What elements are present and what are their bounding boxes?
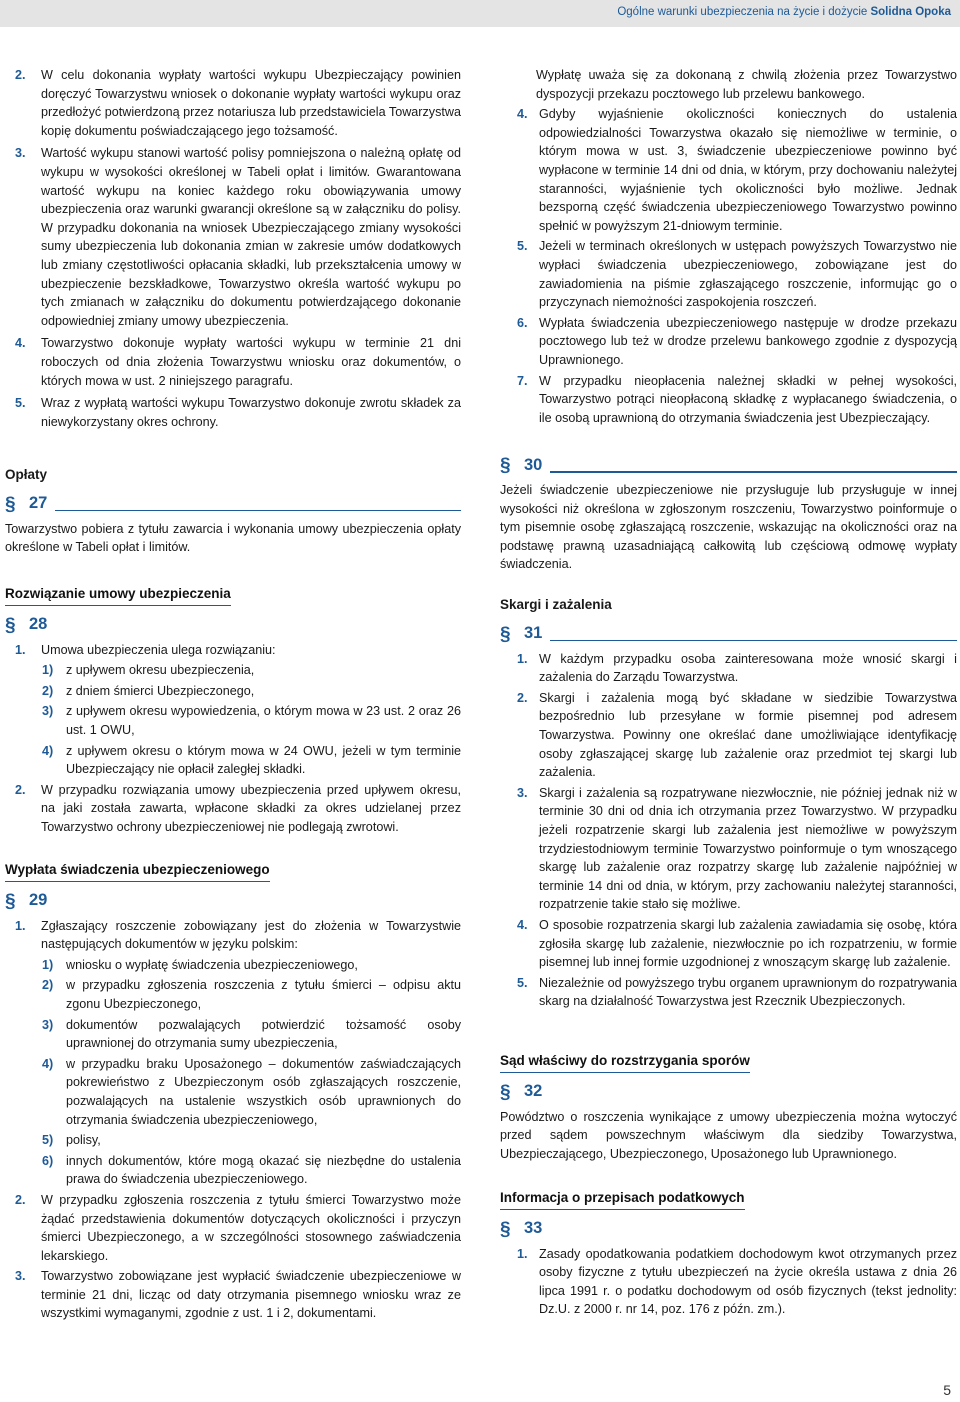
paragraph-heading (500, 621, 957, 647)
list-item (500, 105, 957, 235)
item-text: W przypadku rozwiązania umowy ubezpieczenia przed upływem okresu, na jaki została zawarta, wpłacone składki za okres udzielanej przez Towarzystwo ochrony ubezpieczeniowej nie podlegają zwrotowi. (41, 782, 461, 834)
item-number: 6. (517, 315, 528, 330)
sub-list-item (5, 682, 461, 701)
item-text: wniosku o wypłatę świadczenia ubezpieczeniowego, (66, 957, 358, 972)
section-title: Opłaty (5, 467, 48, 482)
divider (550, 471, 957, 472)
item-number: 2. (15, 1192, 26, 1207)
document-title-text: Ogólne warunki ubezpieczenia na życie i dożycie (617, 6, 868, 18)
item-number: 3. (15, 1269, 26, 1284)
sub-list-item (5, 976, 461, 1013)
list-item (500, 650, 957, 687)
item-text: O sposobie rozpatrzenia skargi lub zażalenia zawiadamia się osobę, która zgłosiła skargę lub zażalenie, niezwłocznie po ich rozpatrzeniu, w formie pisemnej lub innej formie uzgodnionej z wnoszącym skargę lub zażalenie. (539, 917, 957, 970)
svg-text:§: § (5, 890, 16, 912)
paragraph-heading (5, 612, 461, 638)
paragraph-heading (500, 1079, 957, 1105)
sub-list-item (5, 1131, 461, 1150)
list-item (5, 1267, 461, 1323)
header-bar (0, 0, 960, 27)
section-podatki (500, 1189, 957, 1319)
right-column (500, 66, 957, 427)
item-text: W każdym przypadku osoba zainteresowana może wnosić skargi i zażalenia do Zarządu Towarzystwa. (539, 651, 957, 685)
section-sign-icon (500, 1217, 518, 1241)
page-number: 5 (943, 1382, 951, 1398)
sub-list-item (5, 702, 461, 739)
item-text: W przypadku zgłoszenia roszczenia z tytułu śmierci Towarzystwo może żądać przedstawienia dokumentów dotyczących okoliczności i przyczyn śmierci Ubezpieczonego, a w szczególności stosownego zaświadczenia lekarskiego. (41, 1192, 461, 1263)
item-number: 4. (517, 107, 528, 122)
sub-list-item (5, 742, 461, 779)
item-text: W celu dokonania wypłaty wartości wykupu Ubezpieczający powinien doręczyć Towarzystwu wniosek o dokonanie wypłaty wartości wykupu oraz przedłożyć potwierdzoną przez notariusza lub przedstawiciela Towarzystwa kopię dokumentu poświadczającego jego tożsamość. (41, 68, 461, 138)
list-item (500, 784, 957, 914)
section-sign-icon (5, 613, 23, 637)
item-text: Skargi i zażalenia są rozpatrywane niezwłocznie, nie później jednak niż w terminie 30 dni od dnia ich otrzymania przez Towarzystwo. W przypadku jeżeli rozpatrzenie skargi lub zażalenia jest niemożliwe w powyższym trzydziestodniowym terminie Towarzystwo poinformuje o tym wnoszącego skargę lub zażalenie oraz rozpatrzy skargę lub zażalenie najpóźniej w terminie 14 dni od dnia, w którym, przy zachowaniu należytej staranności, rozpatrzenie takie stało się możliwe. (539, 785, 957, 912)
item-number: 1) (42, 663, 54, 678)
svg-text:§: § (5, 493, 16, 515)
section-wyplata (5, 861, 461, 1323)
item-text: dokumentów pozwalających potwierdzić tożsamość osoby uprawnionej do otrzymania sumy ubezpieczenia, (66, 1017, 461, 1051)
svg-text:§: § (500, 455, 511, 476)
item-number: 4) (42, 743, 54, 758)
item-number: 2. (15, 68, 26, 82)
item-number: 4. (517, 917, 528, 932)
paragraph-text: Jeżeli świadczenie ubezpieczeniowe nie przysługuje lub przysługuje w innej wysokości niż określona w zgłoszonym roszczeniu, Towarzystwo poinformuje o tym pisemnie osobę zgłaszającą roszczenie, wskazując na okoliczności oraz na podstawę prawną uzasadniającą całkowitą lub częściową odmowę wypłaty świadczenia. (500, 483, 957, 572)
document-title (617, 6, 951, 18)
svg-text:§: § (500, 1081, 511, 1103)
paragraph-number: 28 (29, 615, 48, 634)
paragraph-heading (5, 491, 461, 517)
item-number: 3. (517, 785, 528, 800)
item-number: 4. (15, 336, 26, 351)
list-item (5, 1191, 461, 1265)
item-number: 1) (42, 957, 54, 972)
brand-name: Solidna Opoka (870, 6, 951, 18)
list-item (5, 641, 461, 660)
section-title: Informacja o przepisach podatkowych (500, 1189, 745, 1210)
section-skargi (500, 596, 957, 1011)
section-rozwiazanie (5, 585, 461, 837)
svg-text:§: § (5, 614, 16, 636)
svg-text:§: § (500, 623, 511, 645)
section-oplaty (5, 466, 461, 557)
paragraph-text: Towarzystwo pobiera z tytułu zawarcia i wykonania umowy ubezpieczenia opłaty określone w Tabeli opłat i limitów. (5, 521, 461, 555)
paragraph-number: 33 (524, 1219, 543, 1238)
item-number: 5. (517, 975, 528, 990)
item-number: 1. (15, 918, 26, 933)
item-number: 2) (42, 978, 54, 993)
section-sign-icon (500, 453, 518, 477)
list-item (5, 917, 461, 954)
item-number: 3. (15, 146, 26, 161)
item-number: 5. (15, 396, 26, 411)
left-cont-item-5 (5, 394, 461, 431)
sub-list-item (5, 1055, 461, 1129)
paragraph-number: 30 (524, 455, 543, 474)
item-text: z upływem okresu ubezpieczenia, (66, 663, 255, 678)
item-number: 7. (517, 373, 528, 388)
divider (55, 510, 461, 511)
item-number: 4) (42, 1056, 54, 1071)
item-text: z upływem okresu o którym mowa w 24 OWU, jeżeli w tym terminie Ubezpieczający nie opłacił zaległej składki. (66, 743, 461, 777)
list-item (500, 689, 957, 782)
item-number: 5) (42, 1133, 54, 1148)
item-number: 1. (517, 1246, 528, 1261)
item-number: 5. (517, 239, 528, 254)
item-text: w przypadku braku Uposażonego – dokumentów zaświadczających pokrewieństwo z Ubezpieczonym osób zgłaszających roszczenie, pozwalających na ustalenie wszystkich osób uprawnionych do otrzymania świadczenia ubezpieczeniowego, (66, 1056, 461, 1127)
divider (550, 640, 957, 641)
item-number: 2. (15, 782, 26, 797)
item-text: Gdyby wyjaśnienie okoliczności koniecznych do ustalenia odpowiedzialności Towarzystwa okazało się niemożliwe w terminie, o którym mowa w ust. 3, świadczenie ubezpieczeniowe powinno być wypłacone w terminie 14 dni od dnia, w którym, przy dochowaniu należytej staranności, wyjaśnienie tych okoliczności było możliwe. Jednak bezsporną część świadczenia ubezpieczeniowego Towarzystwo powinno spełnić w powyższym 21-dniowym terminie. (539, 107, 957, 233)
item-text: Niezależnie od powyższego trybu organem uprawnionym do rozpatrywania skarg na działalność Towarzystwa jest Rzecznik Ubezpieczonych. (539, 975, 957, 1009)
section-title: Wypłata świadczenia ubezpieczeniowego (5, 861, 270, 882)
paragraph-text: Wypłatę uważa się za dokonaną z chwilą złożenia przez Towarzystwo dyspozycji przekazu pocztowego lub przelewu bankowego. (536, 68, 957, 101)
paragraph-number: 29 (29, 891, 48, 910)
item-text: Wartość wykupu stanowi wartość polisy pomniejszona o należną opłatę od wykupu w wysokości określonej w Tabeli opłat i limitów. Gwarantowana wartość wykupu na koniec każdego roku obowiązywania umowy ubezpieczenia oraz warunki gwarancji określone są w załączniku do polisy. W przypadku dokonania na wniosek Ubezpieczającego zmiany wysokości sumy ubezpieczenia lub dokonania zmian w zakresie umów dodatkowych lub zmiany częstotliwości opłacania składki, lub przekształcenia umowy w ubezpieczenie bezskładkowe, Towarzystwo określa wartość wykupu po tych zmianach w załączniku do dokumentu potwierdzającego dokonanie odpowiedniej zmiany umowy ubezpieczenia. (41, 146, 461, 328)
section-sign-icon (5, 492, 23, 516)
section-sign-icon (500, 1080, 518, 1104)
section-title: Rozwiązanie umowy ubezpieczenia (5, 585, 231, 606)
paragraph-text: Powództwo o roszczenia wynikające z umowy ubezpieczenia można wytoczyć przed sądem powszechnym właściwym dla siedziby Towarzystwa, Ubezpieczającego, Ubezpieczonego, Uposażonego lub Uprawnionego. (500, 1109, 957, 1161)
left-cont-item-2 (5, 66, 461, 140)
paragraph-heading (500, 452, 957, 478)
paragraph-number: 27 (29, 494, 48, 513)
item-text: z dniem śmierci Ubezpieczonego, (66, 683, 255, 698)
list-item (5, 781, 461, 837)
section-30 (500, 452, 957, 574)
paragraph-number: 31 (524, 624, 543, 643)
section-sad (500, 1052, 957, 1163)
item-number: 1. (517, 651, 528, 666)
item-text: Towarzystwo dokonuje wypłaty wartości wykupu w terminie 21 dni roboczych od dnia złożenia Towarzystwu wniosku oraz dokumentów, o których mowa w ust. 2 niniejszego paragrafu. (41, 336, 461, 388)
section-title: Sąd właściwy do rozstrzygania sporów (500, 1052, 750, 1073)
section-sign-icon (5, 889, 23, 913)
item-text: Towarzystwo zobowiązane jest wypłacić świadczenie ubezpieczeniowe w terminie 21 dni, licząc od daty otrzymania pisemnego wniosku wraz ze wszystkimi wymaganymi, zgodnie z ust. 1 i 2, dokumentami. (41, 1269, 461, 1321)
list-item (500, 237, 957, 311)
svg-text:§: § (500, 1218, 511, 1240)
item-text: Jeżeli w terminach określonych w ustępach powyższych Towarzystwo nie wypłaci świadczenia ubezpieczeniowego, zobowiązane jest do zawiadomienia na piśmie zgłaszającego roszczenie, informując go o przyczynach niemożności zaspokojenia roszczeń. (539, 239, 957, 310)
item-text: innych dokumentów, które mogą okazać się niezbędne do ustalenia prawa do świadczenia ubezpieczeniowego. (66, 1153, 461, 1187)
item-text: w przypadku zgłoszenia roszczenia z tytułu śmierci – odpisu aktu zgonu Ubezpieczonego, (66, 978, 461, 1011)
item-number: 6) (42, 1153, 54, 1168)
list-item (500, 314, 957, 370)
list-item (500, 916, 957, 972)
sub-list-item (5, 1152, 461, 1189)
item-text: Zasady opodatkowania podatkiem dochodowym kwot otrzymanych przez osoby fizyczne z tytułu ubezpieczeń na życie określa ustawa z dnia 26 lipca 1991 r. o podatku dochodowym od osób fizycznych (tekst jednolity: Dz.U. z 2000 r. nr 14, poz. 176 z późn. zm.). (539, 1246, 957, 1317)
left-column (5, 66, 461, 431)
list-item (500, 1245, 957, 1319)
item-text: W przypadku nieopłacenia należnej składki w pełnej wysokości, Towarzystwo potrąci nieopłaconą składkę z wypłacanego świadczenia, o ile osobą uprawnioną do otrzymania świadczenia jest Ubezpieczający. (539, 373, 957, 425)
left-cont-item-3 (5, 144, 461, 330)
paragraph-heading (500, 1216, 957, 1242)
item-text: z upływem okresu wypowiedzenia, o którym mowa w 23 ust. 2 oraz 26 ust. 1 OWU, (66, 704, 461, 737)
paragraph-number: 32 (524, 1082, 543, 1101)
section-title: Skargi i zażalenia (500, 597, 612, 612)
item-text: Skargi i zażalenia mogą być składane w siedzibie Towarzystwa bezpośrednio lub przesyłane w formie pisemnej pod adresem Towarzystwa. Powinny one określać dane umożliwiające identyfikację osoby zgłaszającej skargę lub zażalenie oraz przedmiot tej skargi lub zażalenia. (539, 690, 957, 780)
section-sign-icon (500, 622, 518, 646)
list-item (500, 974, 957, 1011)
item-text: polisy, (66, 1133, 101, 1148)
item-number: 3) (42, 704, 54, 719)
left-cont-item-4 (5, 334, 461, 390)
paragraph-heading (5, 888, 461, 914)
sub-list-item (5, 661, 461, 680)
item-number: 1. (15, 642, 26, 657)
list-item (500, 372, 957, 428)
item-number: 2) (42, 683, 54, 698)
item-text: Wraz z wypłatą wartości wykupu Towarzystwo dokonuje zwrotu składek za niewykorzystany okres ochrony. (41, 396, 461, 429)
item-number: 3) (42, 1017, 54, 1032)
sub-list-item (5, 1016, 461, 1053)
item-number: 2. (517, 690, 528, 705)
item-text: Wypłata świadczenia ubezpieczeniowego następuje w drodze przekazu pocztowego lub też w drodze przelewu bankowego zgodnie z dyspozycją Uprawnionego. (539, 315, 957, 367)
item-text: Zgłaszający roszczenie zobowiązany jest do złożenia w Towarzystwie następujących dokumentów w języku polskim: (41, 918, 461, 952)
item-text: Umowa ubezpieczenia ulega rozwiązaniu: (41, 642, 276, 657)
sub-list-item (5, 956, 461, 975)
